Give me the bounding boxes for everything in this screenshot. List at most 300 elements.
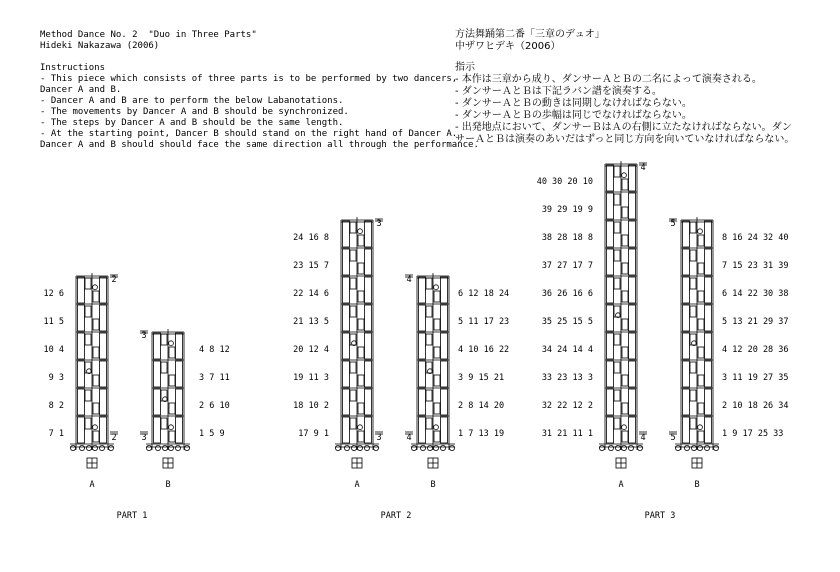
start-position-circle bbox=[684, 445, 689, 450]
support-symbol bbox=[343, 277, 350, 303]
support-symbol bbox=[365, 305, 372, 331]
start-position-circle bbox=[713, 445, 718, 450]
support-symbol bbox=[629, 333, 636, 359]
support-symbol bbox=[419, 277, 426, 303]
staff-a bbox=[335, 217, 383, 468]
support-symbol bbox=[365, 417, 372, 443]
start-position-circle bbox=[608, 445, 613, 450]
direction-symbol bbox=[85, 418, 91, 429]
count-numbers-b: 5 11 17 23 bbox=[458, 317, 510, 327]
time-signature-bottom: 3 bbox=[141, 433, 147, 443]
start-position-circle bbox=[637, 445, 642, 450]
direction-symbol bbox=[161, 334, 167, 345]
support-symbol bbox=[705, 221, 712, 247]
direction-symbol bbox=[614, 418, 620, 429]
english-line-4: - The movements by Dancer A and B should be synchronized. bbox=[40, 107, 349, 117]
start-position-circle bbox=[70, 445, 75, 450]
support-symbol bbox=[176, 417, 183, 443]
direction-symbol bbox=[358, 291, 364, 302]
direction-symbol bbox=[85, 334, 91, 345]
japanese-heading: 指示 bbox=[455, 62, 475, 73]
support-symbol bbox=[100, 305, 107, 331]
count-numbers-a: 8 2 bbox=[48, 401, 64, 411]
start-position-circle bbox=[628, 445, 633, 450]
support-symbol bbox=[607, 389, 614, 415]
support-symbol bbox=[78, 389, 85, 415]
direction-symbol bbox=[698, 431, 704, 442]
count-numbers-a: 19 11 3 bbox=[293, 373, 329, 383]
support-symbol bbox=[683, 361, 690, 387]
part-label: PART 3 bbox=[644, 511, 676, 521]
direction-symbol bbox=[358, 403, 364, 414]
time-signature-bottom: 5 bbox=[670, 433, 676, 443]
japanese-line-5: - 出発地点において、ダンサーＢはＡの右側に立たなければならない。ダン bbox=[455, 122, 792, 133]
count-numbers-b: 2 6 10 bbox=[199, 401, 230, 411]
support-symbol bbox=[78, 417, 85, 443]
time-signature-bottom: 4 bbox=[406, 433, 412, 443]
support-symbol bbox=[154, 389, 161, 415]
direction-symbol bbox=[358, 347, 364, 358]
support-symbol bbox=[365, 277, 372, 303]
support-symbol bbox=[419, 305, 426, 331]
start-position-circle bbox=[704, 445, 709, 450]
hold-symbol bbox=[93, 425, 98, 430]
hold-symbol bbox=[698, 425, 703, 430]
start-position-circle bbox=[427, 445, 432, 450]
japanese-line-3: - ダンサーＡとＢの動きは同期しなければならない。 bbox=[455, 98, 692, 109]
direction-symbol bbox=[622, 207, 628, 218]
start-position-circle bbox=[621, 445, 626, 450]
count-numbers-b: 2 10 18 26 34 bbox=[722, 401, 789, 411]
support-symbol bbox=[419, 333, 426, 359]
support-symbol bbox=[683, 249, 690, 275]
count-numbers-a: 37 27 17 7 bbox=[541, 261, 593, 271]
direction-symbol bbox=[350, 362, 356, 373]
support-symbol bbox=[419, 361, 426, 387]
direction-symbol bbox=[169, 375, 175, 386]
direction-symbol bbox=[622, 431, 628, 442]
direction-symbol bbox=[350, 390, 356, 401]
direction-symbol bbox=[358, 263, 364, 274]
staff-b bbox=[669, 217, 719, 468]
support-symbol bbox=[100, 361, 107, 387]
direction-symbol bbox=[434, 319, 440, 330]
direction-symbol bbox=[698, 403, 704, 414]
direction-symbol bbox=[690, 278, 696, 289]
support-symbol bbox=[683, 305, 690, 331]
count-numbers-b: 2 8 14 20 bbox=[458, 401, 505, 411]
support-symbol bbox=[100, 389, 107, 415]
direction-symbol bbox=[622, 375, 628, 386]
support-symbol bbox=[78, 277, 85, 303]
start-position-circle bbox=[357, 445, 362, 450]
direction-symbol bbox=[350, 278, 356, 289]
direction-symbol bbox=[614, 222, 620, 233]
support-symbol bbox=[705, 249, 712, 275]
support-symbol bbox=[683, 221, 690, 247]
support-symbol bbox=[419, 417, 426, 443]
direction-symbol bbox=[614, 194, 620, 205]
hold-symbol bbox=[358, 425, 363, 430]
count-numbers-b: 5 13 21 29 37 bbox=[722, 317, 789, 327]
time-signature-top: 3 bbox=[141, 331, 147, 341]
start-position-circle bbox=[92, 445, 97, 450]
support-symbol bbox=[78, 361, 85, 387]
start-position-circle bbox=[162, 445, 167, 450]
count-numbers-a: 20 12 4 bbox=[293, 345, 329, 355]
count-numbers-a: 17 9 1 bbox=[298, 429, 329, 439]
count-numbers-a: 23 15 7 bbox=[293, 261, 329, 271]
direction-symbol bbox=[690, 306, 696, 317]
support-symbol bbox=[629, 221, 636, 247]
count-numbers-b: 1 5 9 bbox=[199, 429, 225, 439]
start-position-circle bbox=[691, 445, 696, 450]
english-author: Hideki Nakazawa (2006) bbox=[40, 41, 160, 51]
support-symbol bbox=[154, 417, 161, 443]
support-symbol bbox=[629, 165, 636, 191]
direction-symbol bbox=[93, 375, 99, 386]
support-symbol bbox=[78, 333, 85, 359]
direction-symbol bbox=[614, 362, 620, 373]
support-symbol bbox=[100, 277, 107, 303]
support-symbol bbox=[629, 193, 636, 219]
japanese-line-1: - 本作は三章から成り、ダンサーＡとＢの二名によって演奏される。 bbox=[455, 74, 762, 85]
japanese-line-2: - ダンサーＡとＢは下記ラバン譜を演奏する。 bbox=[455, 86, 662, 97]
support-symbol bbox=[441, 417, 448, 443]
support-symbol bbox=[629, 417, 636, 443]
start-position-circle bbox=[449, 445, 454, 450]
count-numbers-a: 21 13 5 bbox=[293, 317, 329, 327]
direction-symbol bbox=[93, 431, 99, 442]
japanese-line-4: - ダンサーＡとＢの歩幅は同じでなければならない。 bbox=[455, 110, 692, 121]
dancer-label-b: B bbox=[165, 480, 171, 490]
direction-symbol bbox=[622, 291, 628, 302]
count-numbers-a: 39 29 19 9 bbox=[541, 205, 593, 215]
support-symbol bbox=[683, 417, 690, 443]
support-symbol bbox=[607, 361, 614, 387]
support-symbol bbox=[100, 333, 107, 359]
start-position-circle bbox=[184, 445, 189, 450]
support-symbol bbox=[705, 361, 712, 387]
start-position-circle bbox=[108, 445, 113, 450]
count-numbers-b: 7 15 23 31 39 bbox=[722, 261, 789, 271]
direction-symbol bbox=[93, 291, 99, 302]
direction-symbol bbox=[93, 319, 99, 330]
direction-symbol bbox=[85, 278, 91, 289]
direction-symbol bbox=[350, 418, 356, 429]
support-symbol bbox=[343, 305, 350, 331]
support-symbol bbox=[607, 277, 614, 303]
start-position-circle bbox=[344, 445, 349, 450]
count-numbers-a: 12 6 bbox=[43, 289, 64, 299]
count-numbers-a: 36 26 16 6 bbox=[541, 289, 593, 299]
start-position-circle bbox=[599, 445, 604, 450]
direction-symbol bbox=[614, 306, 620, 317]
support-symbol bbox=[629, 277, 636, 303]
start-position-circle bbox=[155, 445, 160, 450]
support-symbol bbox=[607, 221, 614, 247]
count-numbers-a: 31 21 11 1 bbox=[541, 429, 593, 439]
support-symbol bbox=[607, 249, 614, 275]
direction-symbol bbox=[169, 403, 175, 414]
direction-symbol bbox=[434, 431, 440, 442]
count-numbers-a: 32 22 12 2 bbox=[541, 401, 593, 411]
support-symbol bbox=[629, 389, 636, 415]
staff-b bbox=[140, 329, 190, 468]
count-numbers-a: 9 3 bbox=[48, 373, 64, 383]
english-line-3: - Dancer A and B are to perform the below Labanotations. bbox=[40, 96, 344, 106]
start-position-circle bbox=[351, 445, 356, 450]
direction-symbol bbox=[93, 403, 99, 414]
support-symbol bbox=[629, 361, 636, 387]
direction-symbol bbox=[614, 250, 620, 261]
support-symbol bbox=[343, 333, 350, 359]
support-symbol bbox=[343, 249, 350, 275]
start-position-circle bbox=[99, 445, 104, 450]
support-symbol bbox=[441, 361, 448, 387]
hold-symbol bbox=[434, 285, 439, 290]
support-symbol bbox=[629, 249, 636, 275]
direction-symbol bbox=[426, 278, 432, 289]
count-numbers-a: 11 5 bbox=[43, 317, 64, 327]
time-signature-bottom: 4 bbox=[640, 433, 646, 443]
support-symbol bbox=[365, 249, 372, 275]
direction-symbol bbox=[350, 222, 356, 233]
direction-symbol bbox=[434, 347, 440, 358]
support-symbol bbox=[441, 389, 448, 415]
time-signature-top: 3 bbox=[376, 219, 382, 229]
support-symbol bbox=[343, 221, 350, 247]
staff-b bbox=[405, 273, 455, 468]
start-position-circle bbox=[79, 445, 84, 450]
direction-symbol bbox=[614, 278, 620, 289]
direction-symbol bbox=[358, 319, 364, 330]
direction-symbol bbox=[434, 403, 440, 414]
count-numbers-a: 38 28 18 8 bbox=[541, 233, 593, 243]
count-numbers-b: 4 8 12 bbox=[199, 345, 230, 355]
start-position-circle bbox=[420, 445, 425, 450]
support-symbol bbox=[78, 305, 85, 331]
hold-symbol bbox=[358, 229, 363, 234]
support-symbol bbox=[176, 389, 183, 415]
start-position-circle bbox=[615, 445, 620, 450]
count-numbers-b: 8 16 24 32 40 bbox=[722, 233, 789, 243]
direction-symbol bbox=[622, 235, 628, 246]
dancer-label-a: A bbox=[89, 480, 95, 490]
support-symbol bbox=[683, 333, 690, 359]
japanese-author: 中ザワヒデキ（2006） bbox=[455, 41, 561, 52]
direction-symbol bbox=[85, 362, 91, 373]
direction-symbol bbox=[85, 306, 91, 317]
count-numbers-b: 3 11 19 27 35 bbox=[722, 373, 789, 383]
direction-symbol bbox=[690, 250, 696, 261]
support-symbol bbox=[365, 333, 372, 359]
direction-symbol bbox=[161, 362, 167, 373]
start-position-circle bbox=[146, 445, 151, 450]
support-symbol bbox=[683, 389, 690, 415]
start-position-circle bbox=[675, 445, 680, 450]
direction-symbol bbox=[614, 166, 620, 177]
english-line-1: - This piece which consists of three parts is to be performed by two dancers, bbox=[40, 74, 458, 84]
support-symbol bbox=[705, 277, 712, 303]
direction-symbol bbox=[690, 418, 696, 429]
direction-symbol bbox=[426, 390, 432, 401]
direction-symbol bbox=[622, 263, 628, 274]
support-symbol bbox=[705, 389, 712, 415]
count-numbers-b: 6 12 18 24 bbox=[458, 289, 510, 299]
support-symbol bbox=[607, 165, 614, 191]
part-label: PART 2 bbox=[380, 511, 412, 521]
count-numbers-b: 4 10 16 22 bbox=[458, 345, 510, 355]
start-position-circle bbox=[373, 445, 378, 450]
english-heading: Instructions bbox=[40, 63, 106, 73]
direction-symbol bbox=[698, 291, 704, 302]
start-position-circle bbox=[335, 445, 340, 450]
direction-symbol bbox=[426, 418, 432, 429]
support-symbol bbox=[607, 417, 614, 443]
direction-symbol bbox=[698, 235, 704, 246]
count-numbers-b: 4 12 20 28 36 bbox=[722, 345, 789, 355]
support-symbol bbox=[441, 277, 448, 303]
direction-symbol bbox=[358, 431, 364, 442]
count-numbers-b: 1 9 17 25 33 bbox=[722, 429, 784, 439]
support-symbol bbox=[365, 221, 372, 247]
direction-symbol bbox=[161, 390, 167, 401]
time-signature-top: 4 bbox=[640, 163, 646, 173]
direction-symbol bbox=[622, 347, 628, 358]
english-line-6: - At the starting point, Dancer B should stand on the right hand of Dancer A. bbox=[40, 129, 458, 139]
dancer-label-a: A bbox=[354, 480, 360, 490]
direction-symbol bbox=[169, 431, 175, 442]
support-symbol bbox=[607, 333, 614, 359]
support-symbol bbox=[154, 361, 161, 387]
dancer-label-b: B bbox=[694, 480, 700, 490]
support-symbol bbox=[629, 305, 636, 331]
support-symbol bbox=[607, 193, 614, 219]
hold-symbol bbox=[622, 173, 627, 178]
count-numbers-a: 34 24 14 4 bbox=[541, 345, 593, 355]
japanese-line-6: サーＡとＢは演奏のあいだはずっと同じ方向を向いていなければならない。 bbox=[455, 134, 795, 145]
direction-symbol bbox=[434, 375, 440, 386]
direction-symbol bbox=[426, 362, 432, 373]
staff-a bbox=[599, 161, 647, 468]
direction-symbol bbox=[690, 362, 696, 373]
direction-symbol bbox=[698, 319, 704, 330]
hold-symbol bbox=[622, 425, 627, 430]
start-position-circle bbox=[175, 445, 180, 450]
direction-symbol bbox=[434, 291, 440, 302]
support-symbol bbox=[365, 389, 372, 415]
start-position-circle bbox=[364, 445, 369, 450]
count-numbers-b: 3 7 11 bbox=[199, 373, 230, 383]
count-numbers-a: 33 23 13 3 bbox=[541, 373, 593, 383]
time-signature-top: 5 bbox=[670, 219, 676, 229]
count-numbers-a: 22 14 6 bbox=[293, 289, 329, 299]
support-symbol bbox=[365, 361, 372, 387]
support-symbol bbox=[441, 305, 448, 331]
start-position-circle bbox=[433, 445, 438, 450]
support-symbol bbox=[154, 333, 161, 359]
support-symbol bbox=[343, 389, 350, 415]
direction-symbol bbox=[622, 319, 628, 330]
english-title: Method Dance No. 2 "Duo in Three Parts" bbox=[40, 30, 257, 40]
english-line-2: Dancer A and B. bbox=[40, 85, 122, 95]
direction-symbol bbox=[358, 375, 364, 386]
direction-symbol bbox=[690, 222, 696, 233]
direction-symbol bbox=[614, 390, 620, 401]
count-numbers-a: 35 25 15 5 bbox=[541, 317, 593, 327]
direction-symbol bbox=[350, 306, 356, 317]
support-symbol bbox=[419, 389, 426, 415]
count-numbers-b: 6 14 22 30 38 bbox=[722, 289, 789, 299]
direction-symbol bbox=[358, 235, 364, 246]
time-signature-bottom: 3 bbox=[376, 433, 382, 443]
hold-symbol bbox=[698, 229, 703, 234]
english-line-7: Dancer A and B should should face the same direction all through the performance. bbox=[40, 140, 479, 150]
hold-symbol bbox=[93, 285, 98, 290]
start-position-circle bbox=[411, 445, 416, 450]
direction-symbol bbox=[85, 390, 91, 401]
direction-symbol bbox=[426, 334, 432, 345]
support-symbol bbox=[705, 417, 712, 443]
english-line-5: - The steps by Dancer A and B should be the same length. bbox=[40, 118, 344, 128]
time-signature-bottom: 2 bbox=[111, 433, 117, 443]
count-numbers-b: 3 9 15 21 bbox=[458, 373, 505, 383]
count-numbers-a: 18 10 2 bbox=[293, 401, 329, 411]
direction-symbol bbox=[614, 334, 620, 345]
direction-symbol bbox=[622, 179, 628, 190]
time-signature-top: 4 bbox=[406, 275, 412, 285]
direction-symbol bbox=[350, 250, 356, 261]
direction-symbol bbox=[426, 306, 432, 317]
support-symbol bbox=[441, 333, 448, 359]
direction-symbol bbox=[690, 390, 696, 401]
direction-symbol bbox=[698, 347, 704, 358]
direction-symbol bbox=[698, 375, 704, 386]
count-numbers-a: 24 16 8 bbox=[293, 233, 329, 243]
count-numbers-a: 7 1 bbox=[48, 429, 64, 439]
support-symbol bbox=[683, 277, 690, 303]
count-numbers-a: 40 30 20 10 bbox=[536, 177, 593, 187]
support-symbol bbox=[100, 417, 107, 443]
direction-symbol bbox=[93, 347, 99, 358]
support-symbol bbox=[176, 333, 183, 359]
start-position-circle bbox=[440, 445, 445, 450]
start-position-circle bbox=[697, 445, 702, 450]
count-numbers-b: 1 7 13 19 bbox=[458, 429, 505, 439]
time-signature-top: 2 bbox=[111, 275, 117, 285]
start-position-circle bbox=[168, 445, 173, 450]
support-symbol bbox=[343, 417, 350, 443]
hold-symbol bbox=[169, 341, 174, 346]
support-symbol bbox=[705, 305, 712, 331]
direction-symbol bbox=[690, 334, 696, 345]
count-numbers-a: 10 4 bbox=[43, 345, 64, 355]
support-symbol bbox=[607, 305, 614, 331]
direction-symbol bbox=[169, 347, 175, 358]
direction-symbol bbox=[161, 418, 167, 429]
hold-symbol bbox=[434, 425, 439, 430]
support-symbol bbox=[343, 361, 350, 387]
japanese-title: 方法舞踊第二番「三章のデュオ」 bbox=[455, 29, 605, 40]
dancer-label-a: A bbox=[618, 480, 624, 490]
start-position-circle bbox=[86, 445, 91, 450]
direction-symbol bbox=[622, 403, 628, 414]
dancer-label-b: B bbox=[430, 480, 436, 490]
direction-symbol bbox=[698, 263, 704, 274]
hold-symbol bbox=[169, 425, 174, 430]
support-symbol bbox=[176, 361, 183, 387]
